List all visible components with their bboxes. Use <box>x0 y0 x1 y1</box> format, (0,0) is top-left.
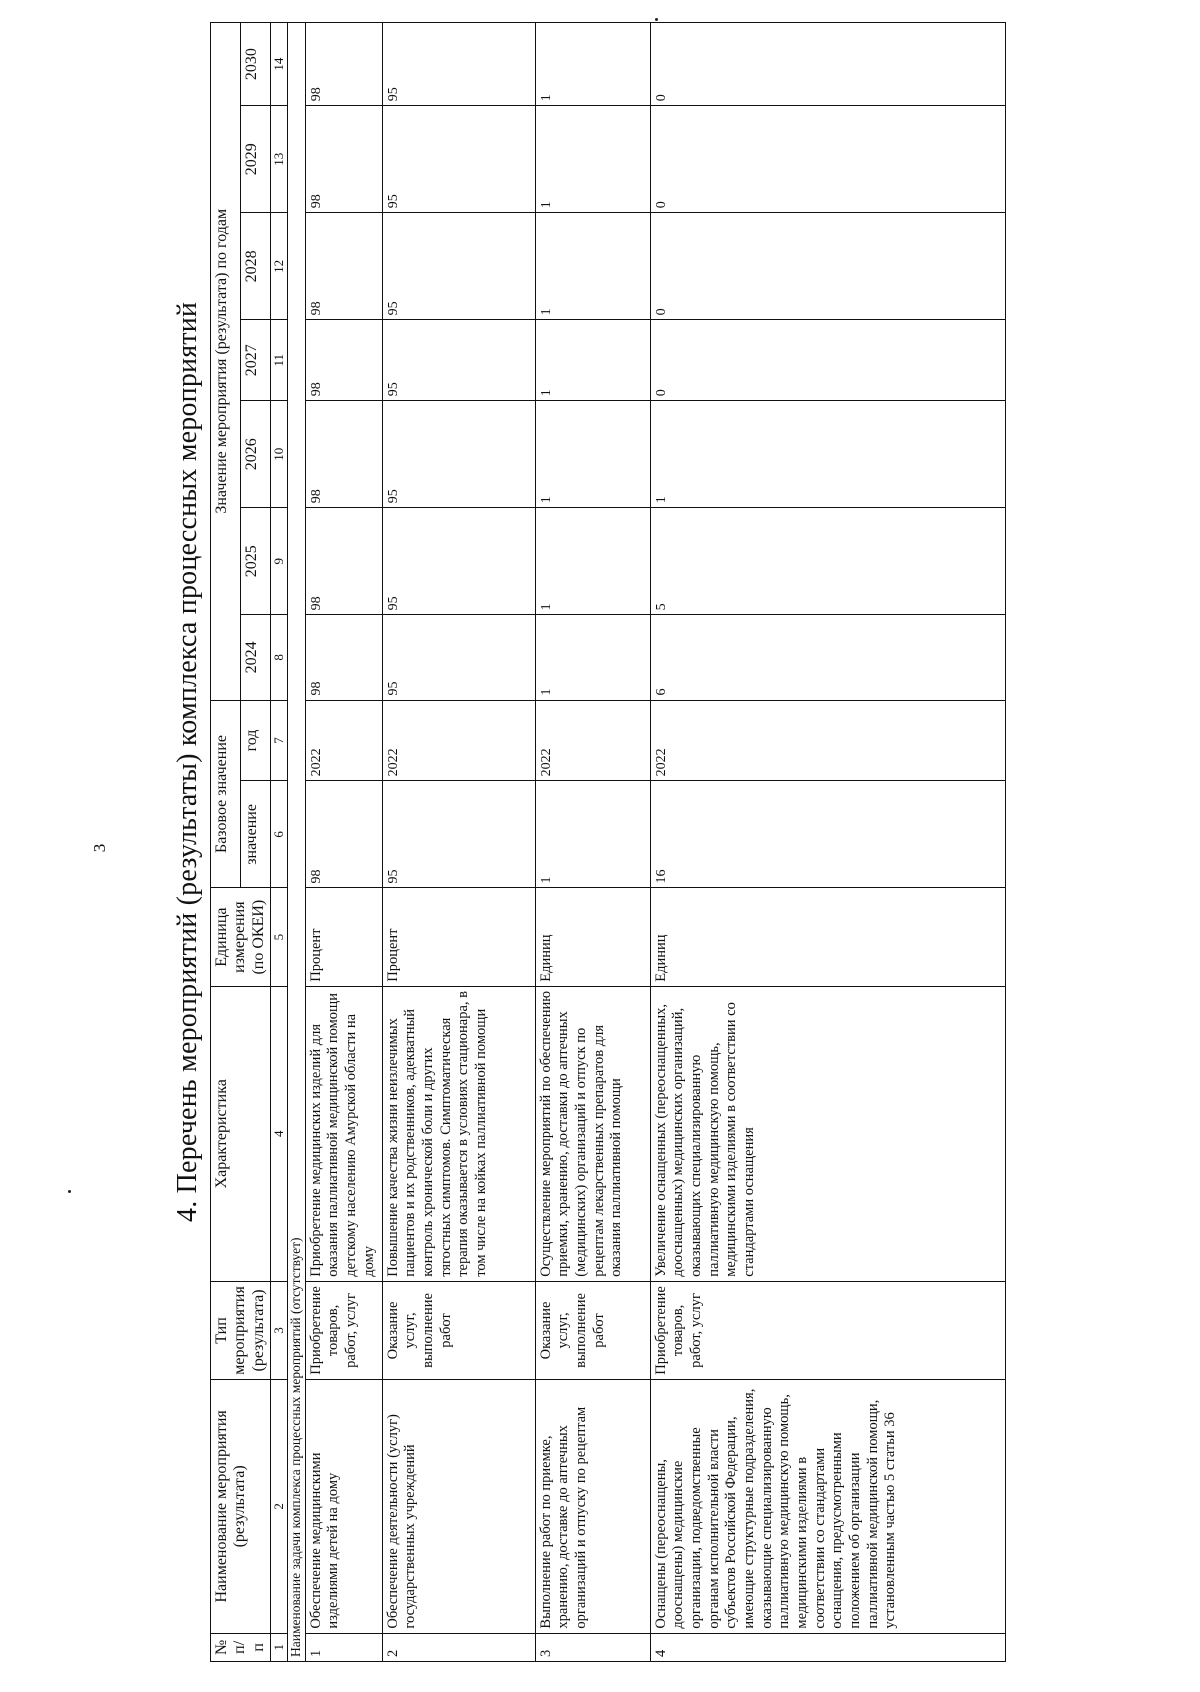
row-value-2026: 1 <box>535 401 650 508</box>
row-value-2029: 1 <box>535 106 650 213</box>
header-unit: Единица измерения (по ОКЕИ) <box>211 888 271 986</box>
row-name: Обеспечение деятельности (услуг) государственных учреждений <box>382 1380 535 1633</box>
row-value-2030: 98 <box>305 23 382 106</box>
header-base-year: год <box>241 700 271 781</box>
column-number: 4 <box>271 986 288 1281</box>
row-value-2026: 95 <box>382 401 535 508</box>
header-year: 2029 <box>241 106 271 213</box>
header-by-years: Значение мероприятия (результата) по годам <box>211 23 241 701</box>
column-number: 11 <box>271 320 288 401</box>
table-row <box>382 23 535 1662</box>
row-value-2030: 95 <box>382 23 535 106</box>
row-value-2027: 0 <box>650 320 1005 401</box>
row-name: Обеспечение медицинскими изделиями детей на дому <box>305 1380 382 1633</box>
row-value-2025: 98 <box>305 508 382 615</box>
row-value-2028: 95 <box>382 213 535 320</box>
header-year: 2024 <box>241 615 271 700</box>
row-base-year: 2022 <box>382 700 535 781</box>
row-value-2029: 95 <box>382 106 535 213</box>
scan-speck <box>68 1190 71 1193</box>
section-title: 4. Перечень мероприятий (результаты) комплекса процессных мероприятий <box>172 301 203 1222</box>
task-row-label: Наименование задачи комплекса процессных мероприятий (отсутствует) <box>288 23 305 1662</box>
header-year: 2026 <box>241 401 271 508</box>
column-number: 9 <box>271 508 288 615</box>
header-year: 2025 <box>241 508 271 615</box>
row-type: Оказание услуг, выполнение работ <box>535 1281 650 1379</box>
row-base-year: 2022 <box>305 700 382 781</box>
measures-table <box>210 22 1006 1662</box>
row-value-2024: 98 <box>305 615 382 700</box>
row-value-2027: 1 <box>535 320 650 401</box>
column-number: 3 <box>271 1281 288 1379</box>
row-value-2028: 0 <box>650 213 1005 320</box>
column-number: 8 <box>271 615 288 700</box>
row-base-value: 16 <box>650 781 1005 888</box>
row-characteristic: Повышение качества жизни неизлечимых пациентов и их родственников, адекватный контроль хронической боли и других тягостных симптомов. Симптоматическая терапия оказывается в условиях стационара, в том числе на койках паллиативной помощи <box>382 986 535 1281</box>
row-value-2029: 98 <box>305 106 382 213</box>
row-value-2024: 1 <box>535 615 650 700</box>
header-num: № п/п <box>211 1633 271 1661</box>
row-value-2030: 0 <box>650 23 1005 106</box>
column-number-row <box>271 23 288 1662</box>
table-row <box>535 23 650 1662</box>
row-value-2030: 1 <box>535 23 650 106</box>
column-number: 13 <box>271 106 288 213</box>
row-base-year: 2022 <box>535 700 650 781</box>
row-characteristic: Осуществление мероприятий по обеспечению приемки, хранению, доставки до аптечных (медицинских) организаций и отпуск по рецептам лекарственных препаратов для оказания паллиативной помощи <box>535 986 650 1281</box>
row-name: Оснащены (переоснащены, дооснащены) медицинские организации, подведомственные органам исполнительной власти субъектов Российской Федерации, имеющие структурные подразделения, оказывающие специализированную паллиативную медицинскую помощь, медицинскими изделиями в соответствии со стандартами оснащения, предусмотренными положением об организации паллиативной медицинской помощи, установленным частью 5 статьи 36 <box>650 1380 1005 1633</box>
row-num: 3 <box>535 1633 650 1661</box>
row-type: Приобретение товаров, работ, услуг <box>650 1281 1005 1379</box>
row-base-value: 95 <box>382 781 535 888</box>
row-value-2024: 95 <box>382 615 535 700</box>
row-value-2025: 95 <box>382 508 535 615</box>
column-number: 12 <box>271 213 288 320</box>
header-type: Тип мероприятия (результата) <box>211 1281 271 1379</box>
column-number: 7 <box>271 700 288 781</box>
row-base-year: 2022 <box>650 700 1005 781</box>
column-number: 1 <box>271 1633 288 1661</box>
rotated-page-content <box>160 0 1060 1692</box>
row-base-value: 98 <box>305 781 382 888</box>
header-row-1 <box>211 23 241 1662</box>
task-row <box>288 23 305 1662</box>
page-number: 3 <box>90 843 109 853</box>
row-num: 2 <box>382 1633 535 1661</box>
row-value-2028: 1 <box>535 213 650 320</box>
row-value-2025: 1 <box>535 508 650 615</box>
header-year: 2030 <box>241 23 271 106</box>
header-base: Базовое значение <box>211 700 241 888</box>
row-value-2026: 1 <box>650 401 1005 508</box>
row-value-2026: 98 <box>305 401 382 508</box>
row-characteristic: Увеличение оснащенных (переоснащенных, дооснащенных) медицинских организаций, оказывающих специализированную паллиативную медицинскую помощь, медицинскими изделиями в соответствии со стандартами оснащения <box>650 986 1005 1281</box>
row-base-value: 1 <box>535 781 650 888</box>
column-number: 6 <box>271 781 288 888</box>
row-unit: Процент <box>305 888 382 986</box>
row-type: Оказание услуг, выполнение работ <box>382 1281 535 1379</box>
row-value-2027: 98 <box>305 320 382 401</box>
row-value-2029: 0 <box>650 106 1005 213</box>
header-year: 2027 <box>241 320 271 401</box>
row-name: Выполнение работ по приемке, хранению, доставке до аптечных организаций и отпуску по рецептам <box>535 1380 650 1633</box>
row-characteristic: Приобретение медицинских изделий для оказания паллиативной медицинской помощи детскому населению Амурской области на дому <box>305 986 382 1281</box>
row-unit: Единиц <box>535 888 650 986</box>
row-unit: Единиц <box>650 888 1005 986</box>
row-value-2024: 6 <box>650 615 1005 700</box>
row-num: 4 <box>650 1633 1005 1661</box>
table-row <box>650 23 1005 1662</box>
table-row <box>305 23 382 1662</box>
row-type: Приобретение товаров, работ, услуг <box>305 1281 382 1379</box>
column-number: 5 <box>271 888 288 986</box>
row-unit: Процент <box>382 888 535 986</box>
header-base-value: значение <box>241 781 271 888</box>
row-value-2025: 5 <box>650 508 1005 615</box>
header-characteristic: Характеристика <box>211 986 271 1281</box>
page-content <box>160 0 1060 1672</box>
row-value-2027: 95 <box>382 320 535 401</box>
row-num: 1 <box>305 1633 382 1661</box>
column-number: 2 <box>271 1380 288 1633</box>
header-year: 2028 <box>241 213 271 320</box>
column-number: 14 <box>271 23 288 106</box>
column-number: 10 <box>271 401 288 508</box>
row-value-2028: 98 <box>305 213 382 320</box>
header-name: Наименование мероприятия (результата) <box>211 1380 271 1633</box>
